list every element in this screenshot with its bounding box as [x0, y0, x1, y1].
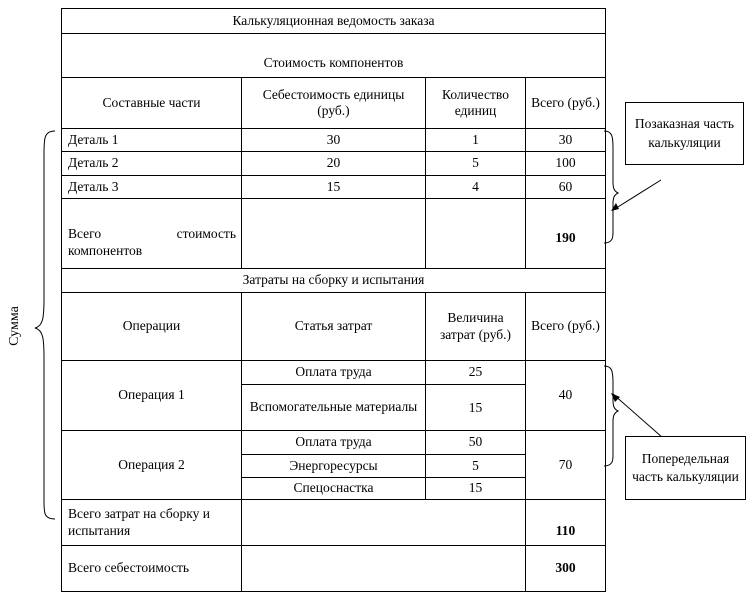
assembly-section-title: Затраты на сборку и испытания	[242, 272, 425, 288]
components-total-word: стоимость	[176, 226, 236, 241]
cost-item: Энергоресурсы	[289, 457, 378, 473]
component-name: Деталь 2	[68, 155, 119, 171]
component-total: 30	[558, 131, 573, 147]
operation-total: 40	[558, 387, 573, 403]
component-total: 100	[555, 155, 576, 171]
sum-annotation: Сумма	[7, 306, 22, 346]
component-unit-cost: 15	[326, 178, 341, 194]
components-total-value: 190	[555, 230, 576, 246]
operation-name: Операция 2	[118, 456, 185, 472]
operation-total: 70	[558, 456, 573, 472]
component-name: Деталь 3	[68, 178, 119, 194]
component-unit-cost: 30	[326, 131, 341, 147]
assembly-total-value: 110	[555, 523, 576, 539]
assembly-total-label: Всего затрат на сборку и испытания	[68, 506, 211, 538]
component-total: 60	[558, 178, 573, 194]
components-total-word: компонентов	[68, 242, 143, 258]
cost-item: Оплата труда	[295, 364, 372, 380]
component-qty: 5	[472, 155, 479, 171]
cost-amount: 15	[468, 480, 483, 496]
header-unit-cost: Себестоимость единицы (руб.)	[262, 86, 405, 118]
cost-amount: 15	[468, 400, 483, 416]
component-qty: 4	[472, 178, 479, 194]
header-parts: Составные части	[102, 94, 201, 110]
header-total: Всего (руб.)	[531, 94, 600, 110]
components-total-word: Всего	[68, 226, 102, 241]
component-name: Деталь 1	[68, 131, 119, 147]
operation-name: Операция 1	[118, 387, 185, 403]
cost-item: Оплата труда	[295, 434, 372, 450]
grand-total-value: 300	[555, 560, 576, 576]
job-order-callout: Позаказная часть калькуляции	[625, 102, 744, 165]
table-title: Калькуляционная ведомость заказа	[232, 12, 435, 28]
cost-amount: 5	[472, 457, 479, 473]
components-section-title: Стоимость компонентов	[263, 55, 404, 71]
cost-amount: 25	[468, 364, 483, 380]
component-unit-cost: 20	[326, 155, 341, 171]
grand-total-label: Всего себестоимость	[68, 560, 190, 576]
cost-item: Спецоснастка	[293, 480, 374, 496]
components-total-label	[68, 226, 236, 260]
cost-amount: 50	[468, 434, 483, 450]
header-quantity: Количество единиц	[442, 86, 509, 118]
header-assembly-total: Всего (руб.)	[531, 318, 600, 334]
component-qty: 1	[472, 131, 479, 147]
header-amount: Величина затрат (руб.)	[439, 310, 512, 342]
process-callout: Попередельная часть калькуляции	[625, 436, 746, 500]
header-operations: Операции	[122, 318, 181, 334]
cost-item: Вспомогательные материалы	[249, 399, 418, 415]
header-cost-item: Статья затрат	[294, 318, 373, 334]
